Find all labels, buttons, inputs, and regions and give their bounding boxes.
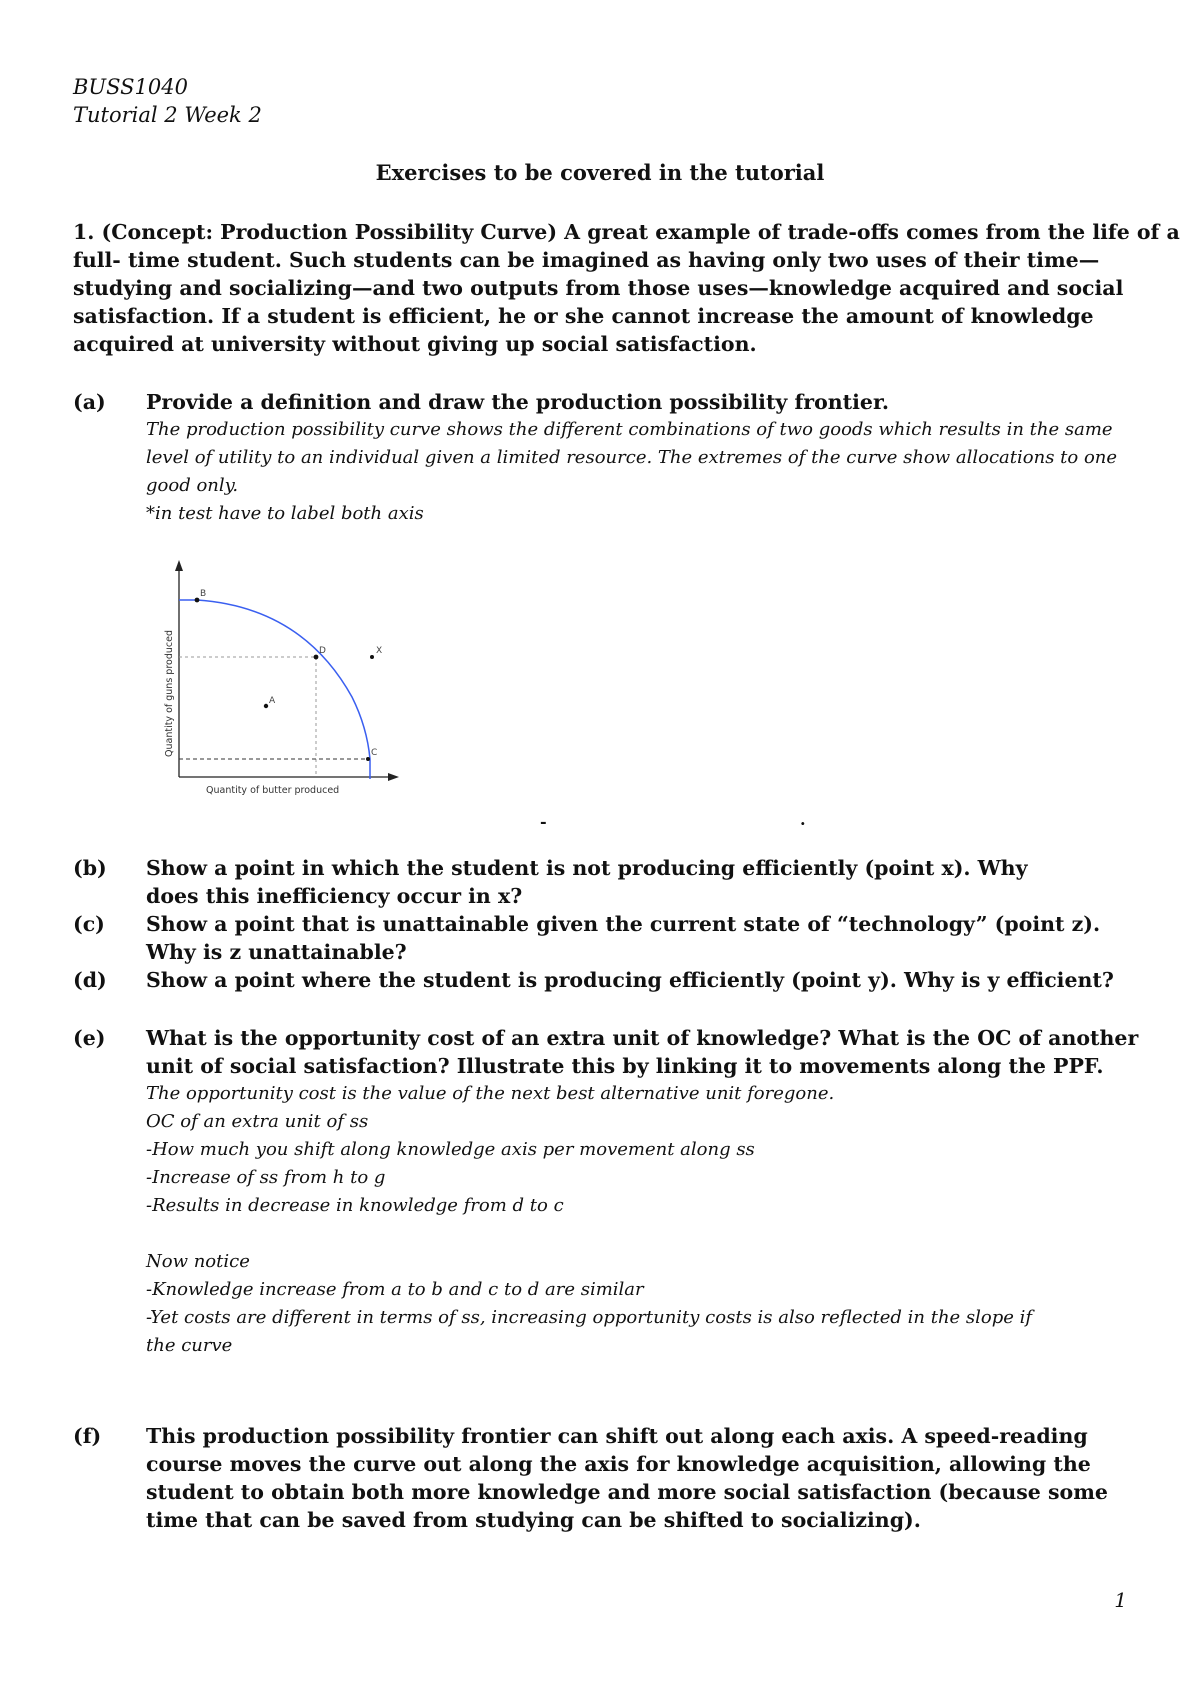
spacer xyxy=(146,1220,1146,1248)
point-x xyxy=(370,655,374,659)
part-f-line: student to obtain both more knowledge and more social satisfaction (because some xyxy=(146,1480,1108,1504)
section-heading: Exercises to be covered in the tutorial xyxy=(375,160,825,185)
part-e-answer-line: OC of an extra unit of ss xyxy=(146,1111,369,1132)
question-1-line: full- time student. Such students can be imagined as having only two uses of their time— xyxy=(73,248,1100,272)
part-f-line: This production possibility frontier can shift out along each axis. A speed-reading xyxy=(146,1424,1088,1448)
part-b-label: (b) xyxy=(73,856,107,880)
point-d xyxy=(314,655,319,660)
part-e-answer-line: -Increase of ss from h to g xyxy=(146,1167,386,1188)
part-a-answer-line: good only. xyxy=(146,475,239,496)
part-c-label: (c) xyxy=(73,912,105,936)
part-e-answer-line: -Results in decrease in knowledge from d to c xyxy=(146,1195,564,1216)
tutorial-week: Tutorial 2 Week 2 xyxy=(73,103,262,127)
ppf-curve xyxy=(179,600,370,779)
part-f-label: (f) xyxy=(73,1424,102,1448)
question-1-line: studying and socializing—and two outputs from those uses—knowledge acquired and social xyxy=(73,276,1124,300)
ppf-figure xyxy=(152,557,412,801)
course-code: BUSS1040 xyxy=(73,75,188,99)
x-axis-label: Quantity of butter produced xyxy=(206,785,340,796)
question-1-line: 1. (Concept: Production Possibility Curve) A great example of trade-offs comes from the life of a xyxy=(73,220,1180,244)
part-d-label: (d) xyxy=(73,968,107,992)
y-axis-arrow xyxy=(175,560,183,571)
part-e-question-line: What is the opportunity cost of an extra unit of knowledge? What is the OC of another xyxy=(146,1026,1139,1050)
question-1-line: satisfaction. If a student is efficient, he or she cannot increase the amount of knowledge xyxy=(73,304,1094,328)
part-e-answer-line: Now notice xyxy=(146,1251,250,1272)
question-1-line: acquired at university without giving up social satisfaction. xyxy=(73,332,757,356)
ppf-diagram xyxy=(152,557,412,797)
point-d-label: D xyxy=(319,646,326,656)
part-c-line: Why is z unattainable? xyxy=(146,940,407,964)
part-e-answer-line: The opportunity cost is the value of the next best alternative unit foregone. xyxy=(146,1083,835,1104)
stray-dash: - xyxy=(540,812,547,831)
part-a-answer-line: *in test have to label both axis xyxy=(146,503,424,524)
stray-dot: . xyxy=(800,810,806,829)
part-b-line: does this inefficiency occur in x? xyxy=(146,884,523,908)
part-e-question-line: unit of social satisfaction? Illustrate this by linking it to movements along the PPF. xyxy=(146,1054,1104,1078)
x-axis-arrow xyxy=(388,773,399,781)
point-b-label: B xyxy=(200,589,207,599)
part-a-question: Provide a definition and draw the production possibility frontier. xyxy=(146,390,890,414)
part-e-answer-line: -Yet costs are different in terms of ss, increasing opportunity costs is also reflected in the slope if xyxy=(146,1307,1033,1328)
part-c-line: Show a point that is unattainable given the current state of “technology” (point z). xyxy=(146,912,1101,936)
part-e-answer-line: the curve xyxy=(146,1335,233,1356)
point-c-label: C xyxy=(371,748,378,758)
y-axis-label: Quantity of guns produced xyxy=(164,630,175,757)
part-f-line: course moves the curve out along the axis for knowledge acquisition, allowing the xyxy=(146,1452,1091,1476)
point-a xyxy=(264,704,268,708)
point-b xyxy=(195,598,200,603)
part-e-label: (e) xyxy=(73,1026,106,1050)
question-1 xyxy=(73,218,1180,358)
part-a-answer-line: level of utility to an individual given a limited resource. The extremes of the curve show allocations to one xyxy=(146,447,1118,468)
point-x-label: X xyxy=(376,646,383,656)
part-d-line: Show a point where the student is producing efficiently (point y). Why is y efficient? xyxy=(146,968,1114,992)
page-number: 1 xyxy=(1114,1588,1127,1612)
point-a-label: A xyxy=(269,696,276,706)
part-a-label: (a) xyxy=(73,390,106,414)
part-e-answer-line: -How much you shift along knowledge axis per movement along ss xyxy=(146,1139,755,1160)
part-e-answer-line: -Knowledge increase from a to b and c to d are similar xyxy=(146,1279,644,1300)
part-f-line: time that can be saved from studying can be shifted to socializing). xyxy=(146,1508,921,1532)
part-b-line: Show a point in which the student is not producing efficiently (point x). Why xyxy=(146,856,1028,880)
part-a-answer-line: The production possibility curve shows the different combinations of two goods which results in the same xyxy=(146,419,1113,440)
point-c xyxy=(366,757,370,761)
